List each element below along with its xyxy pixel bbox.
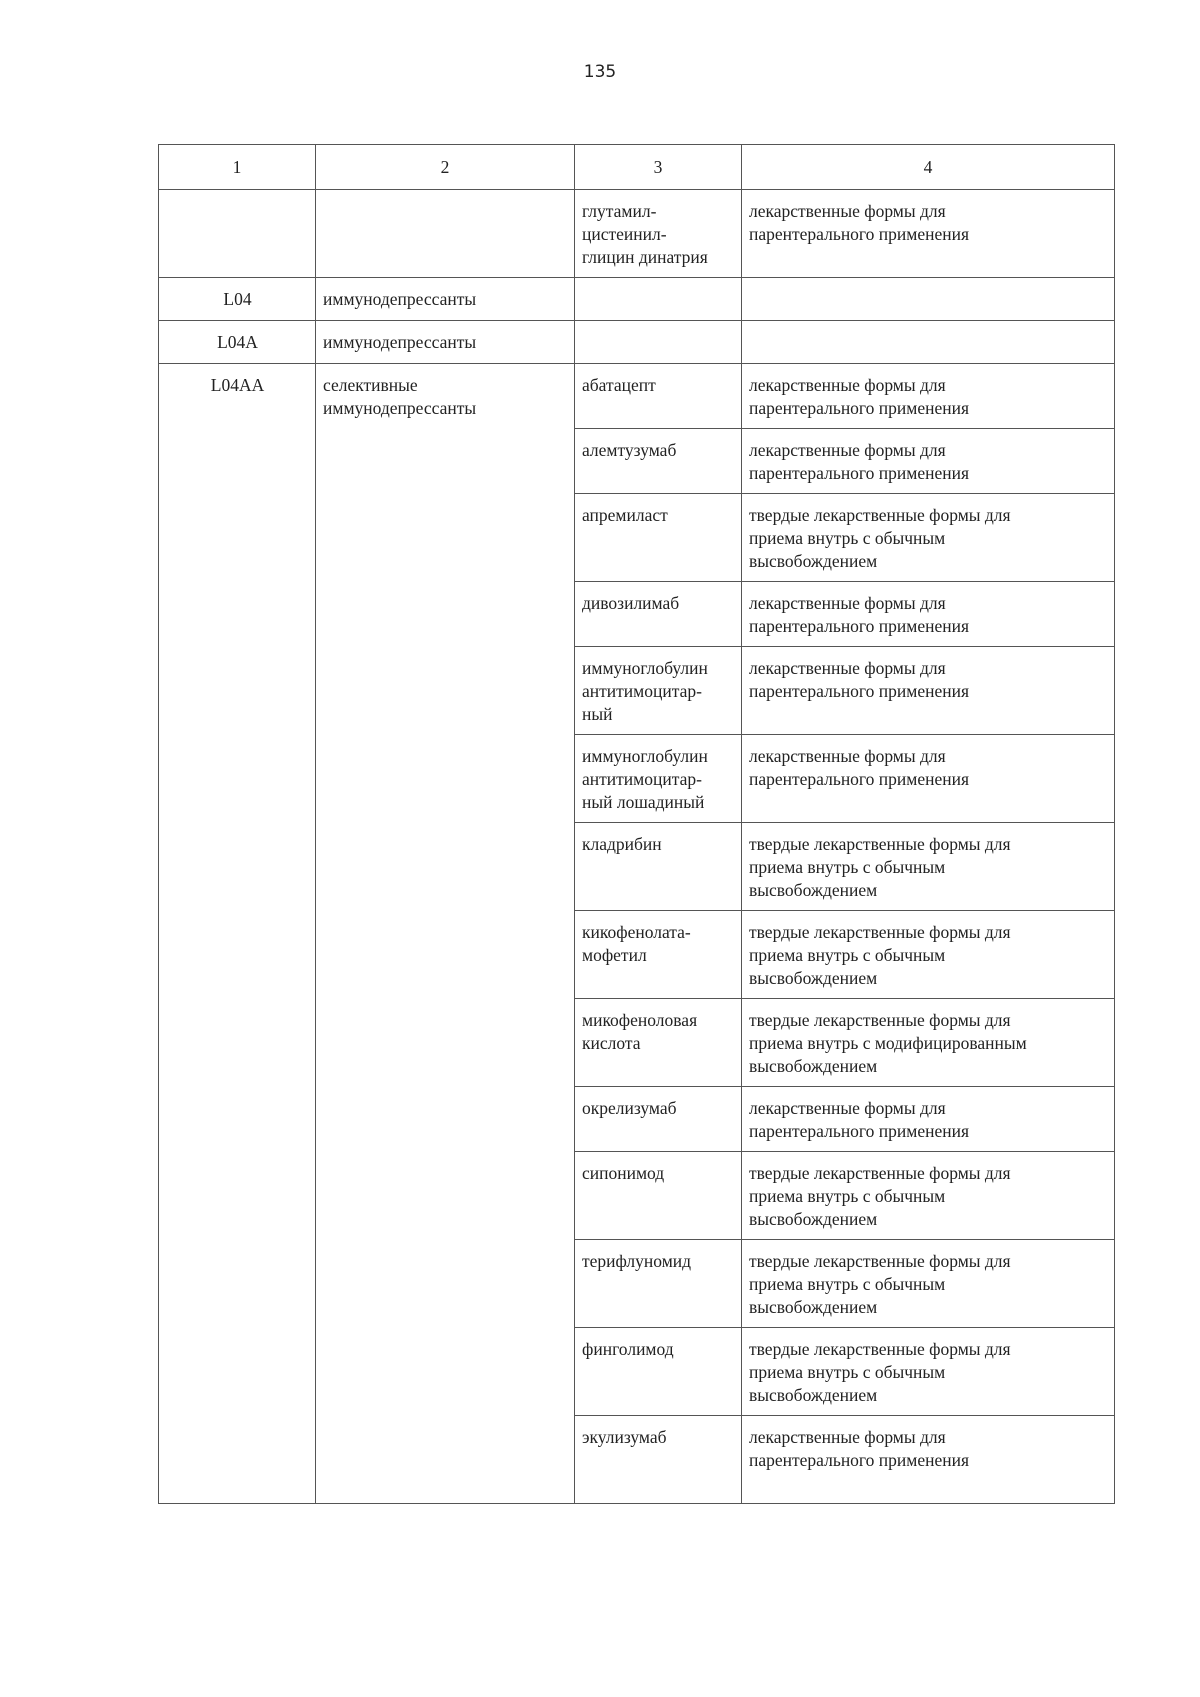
table-row [159, 321, 1115, 364]
group-cell: иммунодепрессанты [316, 278, 575, 321]
table-row [159, 190, 1115, 278]
dosage-form-cell: лекарственные формы для парентерального применения [742, 364, 1115, 429]
drug-name-cell: апремиласт [575, 494, 742, 582]
drug-name-cell: экулизумаб [575, 1416, 742, 1504]
drug-name-cell: абатацепт [575, 364, 742, 429]
table-row [159, 278, 1115, 321]
dosage-form-cell: лекарственные формы для парентерального применения [742, 1416, 1115, 1504]
table-header-row [159, 145, 1115, 190]
header-col-3: 3 [575, 145, 742, 190]
dosage-form-cell [742, 278, 1115, 321]
dosage-form-cell: лекарственные формы для парентерального применения [742, 582, 1115, 647]
dosage-form-cell: твердые лекарственные формы для приема внутрь с обычным высвобождением [742, 1328, 1115, 1416]
dosage-form-cell: твердые лекарственные формы для приема внутрь с обычным высвобождением [742, 1240, 1115, 1328]
dosage-form-cell: твердые лекарственные формы для приема внутрь с обычным высвобождением [742, 823, 1115, 911]
drug-name-cell: иммуноглобулин антитимоцитар- ный [575, 647, 742, 735]
dosage-form-cell: твердые лекарственные формы для приема внутрь с обычным высвобождением [742, 1152, 1115, 1240]
dosage-form-cell: лекарственные формы для парентерального применения [742, 1087, 1115, 1152]
dosage-form-cell [742, 321, 1115, 364]
dosage-form-cell: лекарственные формы для парентерального применения [742, 735, 1115, 823]
header-col-4: 4 [742, 145, 1115, 190]
dosage-form-cell: твердые лекарственные формы для приема внутрь с модифицированным высвобождением [742, 999, 1115, 1087]
group-cell: иммунодепрессанты [316, 321, 575, 364]
drug-name-cell [575, 278, 742, 321]
code-cell: L04A [159, 321, 316, 364]
drug-name-cell: окрелизумаб [575, 1087, 742, 1152]
drug-name-cell: глутамил- цистеинил- глицин динатрия [575, 190, 742, 278]
code-cell [159, 190, 316, 278]
drug-name-cell: финголимод [575, 1328, 742, 1416]
code-cell: L04 [159, 278, 316, 321]
drug-name-cell: дивозилимаб [575, 582, 742, 647]
drug-table [158, 144, 1115, 1504]
drug-name-cell: сипонимод [575, 1152, 742, 1240]
dosage-form-cell: твердые лекарственные формы для приема внутрь с обычным высвобождением [742, 911, 1115, 999]
dosage-form-cell: лекарственные формы для парентерального применения [742, 190, 1115, 278]
drug-name-cell: алемтузумаб [575, 429, 742, 494]
table-row [159, 364, 1115, 429]
code-cell: L04AA [159, 364, 316, 1504]
drug-name-cell: терифлуномид [575, 1240, 742, 1328]
drug-name-cell: иммуноглобулин антитимоцитар- ный лошадиный [575, 735, 742, 823]
drug-name-cell: кладрибин [575, 823, 742, 911]
dosage-form-cell: лекарственные формы для парентерального применения [742, 647, 1115, 735]
header-col-1: 1 [159, 145, 316, 190]
group-cell: селективные иммунодепрессанты [316, 364, 575, 1504]
drug-table-body [159, 145, 1115, 1504]
drug-name-cell: кикофенолата- мофетил [575, 911, 742, 999]
drug-name-cell: микофеноловая кислота [575, 999, 742, 1087]
dosage-form-cell: лекарственные формы для парентерального применения [742, 429, 1115, 494]
group-cell [316, 190, 575, 278]
drug-name-cell [575, 321, 742, 364]
dosage-form-cell: твердые лекарственные формы для приема внутрь с обычным высвобождением [742, 494, 1115, 582]
page-number: 135 [583, 62, 617, 82]
header-col-2: 2 [316, 145, 575, 190]
